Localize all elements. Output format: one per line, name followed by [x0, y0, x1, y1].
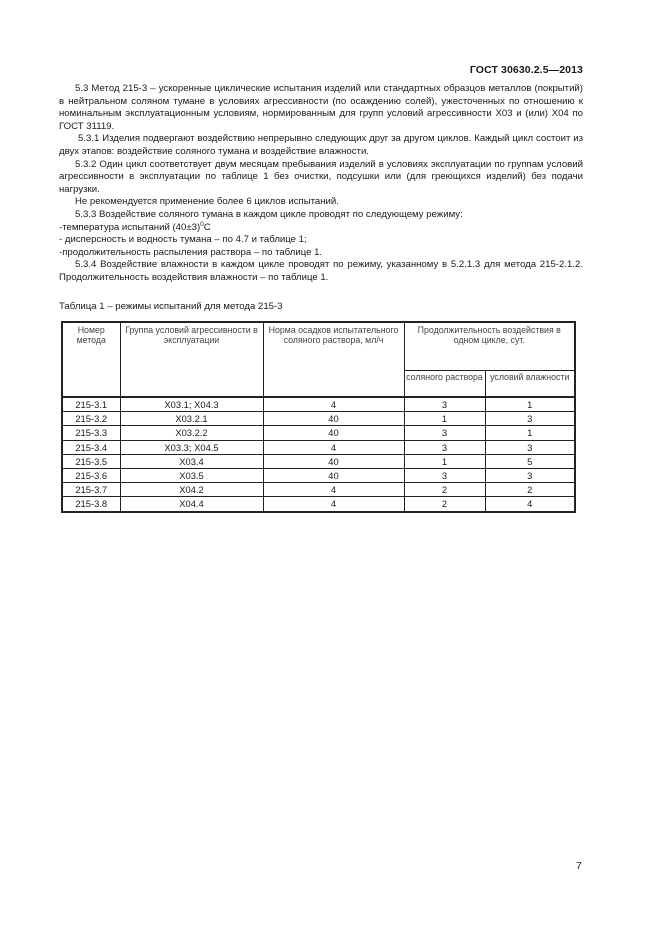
cell-humidity-days: 1 — [485, 397, 575, 412]
cell-salt-days: 2 — [404, 483, 485, 497]
table-row — [62, 454, 575, 468]
paragraph-5-3-2: 5.3.2 Один цикл соответствует двум месяцам пребывания изделий в условиях эксплуатации по группам условий агрессивности в эксплуатации по таблице 1 без очистки, подсушки или (для греющихся изделий) без подачи нагрузки. — [59, 158, 583, 195]
table-caption: Таблица 1 – режимы испытаний для метода 215-3 — [59, 301, 283, 312]
cell-method: 215-3.8 — [62, 497, 120, 512]
header-salt-deposition-rate: Норма осадков испытательного соляного раствора, мл/ч — [263, 322, 404, 397]
paragraph-5-3-3: 5.3.3 Воздействие соляного тумана в каждом цикле проводят по следующему режиму: — [75, 208, 463, 220]
temperature-text: -температура испытаний (40±3) — [59, 221, 201, 233]
header-humidity: условий влажности — [485, 371, 575, 398]
cell-rate: 4 — [263, 483, 404, 497]
cell-salt-days: 3 — [404, 426, 485, 440]
paragraph-cycle-limit: Не рекомендуется применение более 6 циклов испытаний. — [75, 196, 339, 208]
cell-rate: 4 — [263, 440, 404, 454]
cell-method: 215-3.3 — [62, 426, 120, 440]
header-method-number: Номер метода — [62, 322, 120, 397]
page-number: 7 — [576, 860, 582, 872]
test-modes-table — [61, 321, 576, 513]
cell-humidity-days: 3 — [485, 412, 575, 426]
cell-group: Х04.4 — [120, 497, 263, 512]
paragraph-5-3-4: 5.3.4 Воздействие влажности в каждом цикле проводят по режиму, указанному в 5.2.1.3 для метода 215-2.1.2. Продолжительность воздействия влажности – по таблице 1. — [59, 259, 583, 283]
cell-method: 215-3.5 — [62, 454, 120, 468]
cell-humidity-days: 1 — [485, 426, 575, 440]
cell-method: 215-3.6 — [62, 468, 120, 482]
cell-salt-days: 1 — [404, 454, 485, 468]
table-row — [62, 483, 575, 497]
list-item-dispersion: - дисперсность и водность тумана – по 4.7 и таблице 1; — [59, 234, 307, 246]
table-row — [62, 412, 575, 426]
header-duration: Продолжительность воздействия в одном цикле, сут. — [404, 322, 575, 371]
table-row — [62, 397, 575, 412]
cell-humidity-days: 4 — [485, 497, 575, 512]
cell-salt-days: 3 — [404, 468, 485, 482]
cell-salt-days: 3 — [404, 397, 485, 412]
degree-superscript: 0 — [200, 220, 204, 228]
cell-humidity-days: 5 — [485, 454, 575, 468]
table-row — [62, 468, 575, 482]
table-row — [62, 426, 575, 440]
cell-humidity-days: 2 — [485, 483, 575, 497]
body-text — [59, 83, 583, 285]
temperature-unit: С — [203, 221, 211, 233]
cell-rate: 40 — [263, 468, 404, 482]
cell-salt-days: 2 — [404, 497, 485, 512]
cell-group: Х03.2.2 — [120, 426, 263, 440]
cell-group: Х03.1; Х04.3 — [120, 397, 263, 412]
cell-rate: 40 — [263, 454, 404, 468]
list-item-temperature — [59, 222, 583, 235]
cell-method: 215-3.1 — [62, 397, 120, 412]
cell-group: Х03.3; Х04.5 — [120, 440, 263, 454]
list-item-spray-duration: -продолжительность распыления раствора – по таблице 1. — [59, 246, 323, 258]
cell-group: Х04.2 — [120, 483, 263, 497]
cell-salt-days: 3 — [404, 440, 485, 454]
header-salt-solution: соляного раствора — [404, 371, 485, 398]
cell-method: 215-3.7 — [62, 483, 120, 497]
cell-humidity-days: 3 — [485, 468, 575, 482]
header-aggressiveness-group: Группа условий агрессивности в эксплуатации — [120, 322, 263, 397]
cell-humidity-days: 3 — [485, 440, 575, 454]
paragraph-5-3: 5.3 Метод 215-3 – ускоренные циклические испытания изделий или стандартных образцов металлов (покрытий) в нейтральном соляном тумане в условиях агрессивности (по осаждению солей), ужесточенных по отношению к номинальным эксплуатационным условиям, нормированным для групп условий агрессивности Х03 и (или) Х04 по ГОСТ 31119. — [59, 83, 583, 132]
cell-rate: 4 — [263, 397, 404, 412]
table-row — [62, 440, 575, 454]
cell-group: Х03.5 — [120, 468, 263, 482]
cell-method: 215-3.4 — [62, 440, 120, 454]
cell-method: 215-3.2 — [62, 412, 120, 426]
cell-rate: 4 — [263, 497, 404, 512]
document-header: ГОСТ 30630.2.5—2013 — [469, 64, 583, 76]
cell-salt-days: 1 — [404, 412, 485, 426]
cell-rate: 40 — [263, 412, 404, 426]
cell-rate: 40 — [263, 426, 404, 440]
paragraph-5-3-1: 5.3.1 Изделия подвергают воздействию непрерывно следующих друг за другом циклов. Каждый цикл состоит из двух этапов: воздействие соляного тумана и воздействие влажности. — [59, 133, 583, 157]
cell-group: Х03.4 — [120, 454, 263, 468]
table-row — [62, 497, 575, 512]
cell-group: Х03.2.1 — [120, 412, 263, 426]
